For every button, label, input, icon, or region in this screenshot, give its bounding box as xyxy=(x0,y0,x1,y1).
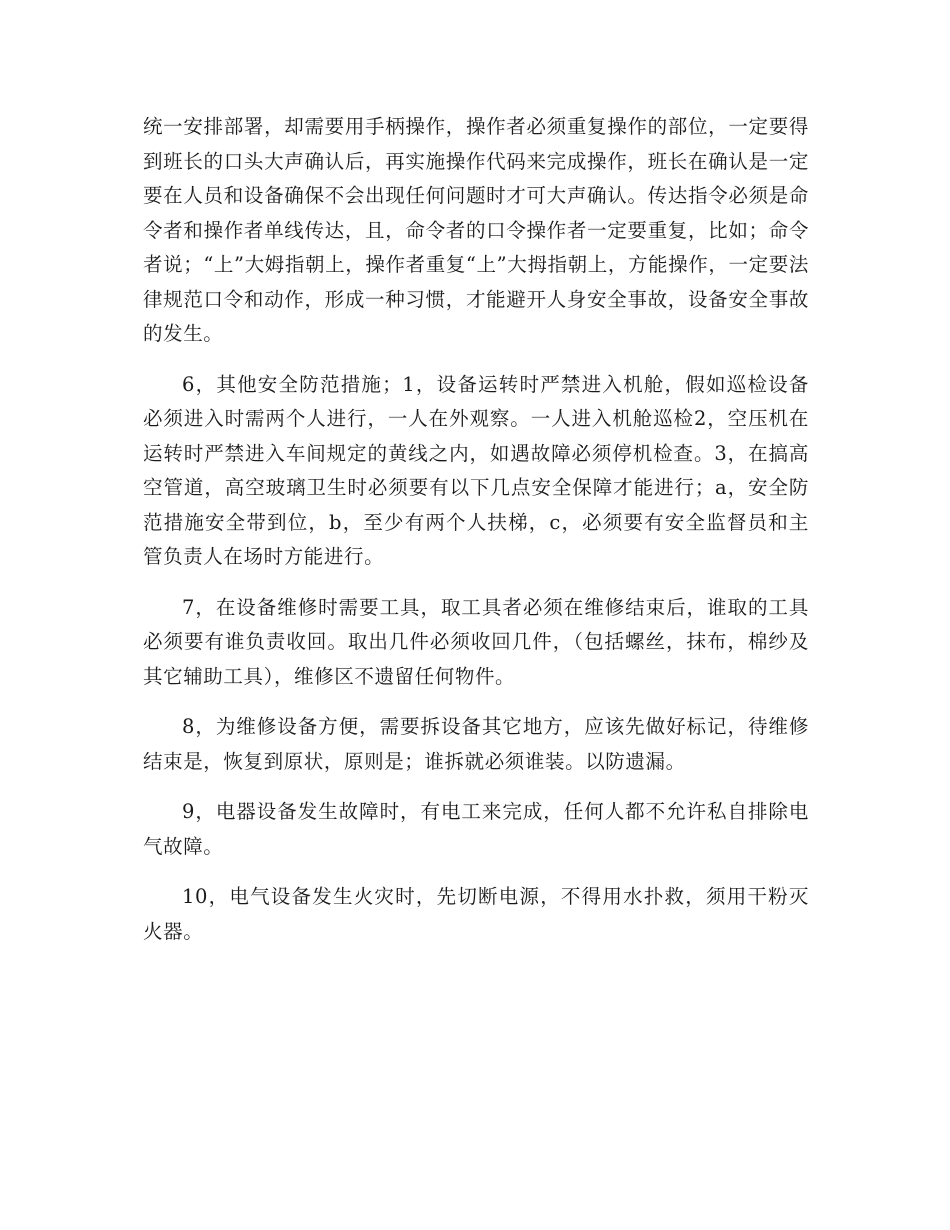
paragraph-item-8: 8，为维修设备方便，需要拆设备其它地方，应该先做好标记，待维修结束是，恢复到原状，原则是；谁拆就必须谁装。以防遗漏。 xyxy=(143,715,809,773)
paragraph-item-10: 10，电气设备发生火灾时，先切断电源，不得用水扑救，须用干粉灭火器。 xyxy=(143,885,809,943)
paragraph-item-7: 7，在设备维修时需要工具，取工具者必须在维修结束后，谁取的工具必须要有谁负责收回。取出几件必须收回几件，（包括螺丝，抹布，棉纱及其它辅助工具），维修区不遗留任何物件。 xyxy=(143,595,809,688)
paragraph-item-6: 6，其他安全防范措施；1，设备运转时严禁进入机舱，假如巡检设备必须进入时需两个人进行，一人在外观察。一人进入机舱巡检2，空压机在运转时严禁进入车间规定的黄线之内，如遇故障必须停机检查。3，在搞高空管道，高空玻璃卫生时必须要有以下几点安全保障才能进行；a，安全防范措施安全带到位，b，至少有两个人扶梯，c，必须要有安全监督员和主管负责人在场时方能进行。 xyxy=(143,372,809,568)
paragraph-continued: 统一安排部署，却需要用手柄操作，操作者必须重复操作的部位，一定要得到班长的口头大声确认后，再实施操作代码来完成操作，班长在确认是一定要在人员和设备确保不会出现任何问题时才可大声确认。传达指令必须是命令者和操作者单线传达，且，命令者的口令操作者一定要重复，比如；命令者说；“上”大姆指朝上，操作者重复“上”大拇指朝上，方能操作，一定要法律规范口令和动作，形成一种习惯，才能避开人身安全事故，设备安全事故的发生。 xyxy=(143,115,809,345)
document-body xyxy=(143,110,809,949)
paragraph-item-9: 9，电器设备发生故障时，有电工来完成，任何人都不允许私自排除电气故障。 xyxy=(143,800,809,858)
